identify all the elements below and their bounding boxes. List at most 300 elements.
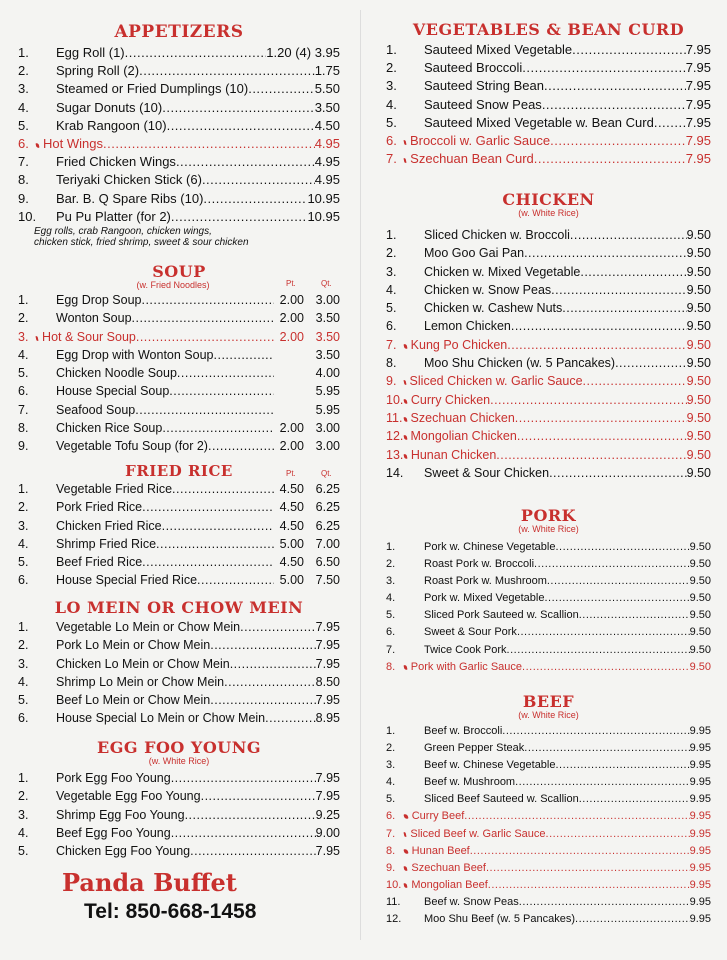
item-number: 9. [386,374,397,389]
item-number: 1. [18,771,29,785]
leader-dots [515,409,687,427]
item-number: 6. [18,136,29,152]
item-price: 7.95 [315,620,340,634]
item-name: Sweet & Sour Chicken [424,465,550,480]
item-price: 7.95 [685,151,711,167]
item-number: 10. [386,878,402,891]
item-price: 9.50 [686,410,711,425]
menu-item-row [386,877,711,894]
item-number: 3. [18,81,29,97]
item-name: Chicken w. Snow Peas [424,282,552,297]
item-price: 7.95 [685,78,711,94]
item-price: 9.95 [689,895,711,908]
leader-dots [511,317,687,335]
menu-item-row [18,291,340,309]
item-price: 9.95 [689,793,711,806]
pork-subtitle: (w. White Rice) [518,524,579,534]
quart-price: 3.00 [315,293,340,307]
item-price: 9.50 [686,319,711,334]
item-number: 4. [18,674,29,689]
menu-item-row [386,826,711,843]
item-number: 9. [18,190,29,206]
leader-dots [515,774,689,791]
item-price: 9.50 [686,301,711,316]
item-number: 4. [18,347,29,362]
leader-dots [486,860,690,877]
appetizers-section [18,22,340,248]
menu-item-row [18,328,340,346]
item-name: Hunan Chicken [410,447,497,462]
item-number: 8. [386,844,396,857]
item-name: Shrimp Egg Foo Young [56,807,185,822]
item-price: 9.50 [686,429,711,444]
leader-dots [547,573,690,590]
item-price: 9.95 [689,844,711,857]
fried-rice-title: FRIED RICE [125,462,233,480]
item-price: 1.20 (4) 3.95 [266,45,340,60]
menu-item-row [18,80,340,98]
item-price: 9.50 [689,643,711,656]
item-name: Green Pepper Steak [424,742,525,755]
item-number: 11. [386,410,403,425]
item-number: 8. [386,660,396,673]
item-number: 1. [386,725,396,737]
item-name: Beef w. Snow Peas [424,895,519,908]
item-price: 8.95 [315,711,340,726]
egg-foo-young-title: EGG FOO YOUNG [97,738,261,757]
chicken-title: CHICKEN [502,190,595,209]
quart-price: 3.50 [315,311,340,326]
leader-dots [176,153,315,171]
menu-item-row [386,774,711,791]
menu-item-row [386,427,711,445]
item-number: 1. [18,293,29,307]
menu-item-row [386,539,711,556]
item-number: 2. [386,60,397,76]
menu-item-row [386,372,711,390]
quart-price: 7.00 [315,536,340,551]
soup-section [18,262,340,456]
item-price: 7.95 [685,133,711,149]
item-name: Chicken Lo Mein or Chow Mein [56,656,230,671]
item-name: Sliced Beef w. Garlic Sauce [410,827,546,840]
leader-dots [142,498,274,516]
pu-pu-note-line-1: Egg rolls, crab Rangoon, chicken wings, [34,226,212,238]
item-name: Pork w. Mixed Vegetable [424,592,545,605]
menu-item-row [18,480,340,498]
menu-item-row [386,281,711,299]
leader-dots [156,535,274,553]
menu-item-row [18,153,340,171]
item-number: 10. [386,392,404,407]
item-number: 6. [386,626,396,639]
item-number: 10. [18,208,37,224]
item-name: Sweet & Sour Pork [424,626,517,639]
leader-dots [555,539,689,556]
item-price: 9.95 [689,810,711,823]
leader-dots [575,911,690,928]
item-price: 7.95 [315,638,340,653]
item-name: Egg Drop Soup [56,293,142,307]
menu-item-row [386,860,711,877]
item-price: 9.95 [689,742,711,755]
item-number: 2. [18,311,29,326]
item-price: 9.50 [689,626,711,639]
leader-dots [171,208,308,226]
egg-foo-young-section [18,738,340,860]
item-number: 5. [18,117,29,133]
item-number: 12. [386,429,404,444]
menu-item-row [386,244,711,262]
leader-dots [522,659,690,676]
item-number: 8. [386,356,397,371]
lo-mein-list [18,618,340,728]
item-price: 9.50 [686,465,711,480]
leader-dots [534,150,686,168]
menu-item-row [386,556,711,573]
item-number: 6. [386,133,397,149]
menu-item-row [18,636,340,654]
item-number: 4. [386,96,397,112]
item-name: Moo Shu Beef (w. 5 Pancakes) [424,913,576,926]
leader-dots [615,354,687,372]
fried-rice-section [18,462,340,590]
leader-dots [248,80,314,98]
item-name: Krab Rangoon (10) [56,117,167,133]
item-name: Sugar Donuts (10) [56,99,163,115]
menu-item-row [386,659,711,676]
leader-dots [546,826,690,843]
menu-item-row [386,41,711,59]
leader-dots [208,437,274,455]
leader-dots [202,171,315,189]
item-name: Pork Fried Rice [56,500,143,515]
item-name: Chicken Egg Foo Young [56,844,191,859]
menu-item-row [386,354,711,372]
menu-item-row [18,437,340,455]
item-number: 7. [386,643,396,656]
item-name: Chicken Fried Rice [56,518,162,533]
item-name: Chicken Noodle Soup [56,366,177,381]
item-price: 7.95 [685,96,711,112]
item-price: 1.75 [314,63,340,79]
item-number: 3. [386,78,397,94]
item-price: 9.95 [689,827,711,840]
menu-item-row [386,723,711,740]
item-name: Beef w. Mushroom [424,776,516,789]
chicken-section [386,190,711,482]
item-name: Pork Lo Mein or Chow Mein [56,638,211,653]
item-name: Teriyaki Chicken Stick (6) [56,172,202,188]
item-price: 5.50 [314,81,340,97]
leader-dots [579,791,690,808]
leader-dots [490,391,687,409]
pint-price: 4.50 [279,518,304,533]
item-number: 3. [386,759,396,772]
item-number: 8. [18,421,29,436]
menu-item-row [386,336,711,354]
item-name: Shrimp Lo Mein or Chow Mein [56,674,225,689]
item-name: House Special Soup [56,384,170,399]
item-name: Lemon Chicken [424,319,511,334]
item-number: 7. [18,154,29,170]
item-price: 9.50 [686,282,711,297]
fried-rice-pt-header: Pt. [286,469,296,478]
appetizers-title: APPETIZERS [114,22,244,42]
pint-price: 4.50 [279,555,304,570]
soup-subtitle: (w. Fried Noodles) [136,280,210,290]
item-name: Moo Goo Gai Pan [424,246,525,261]
item-number: 6. [18,384,29,399]
menu-item-row [18,842,340,860]
chicken-subtitle: (w. White Rice) [518,208,579,218]
beef-list [386,723,711,928]
item-name: Beef w. Chinese Vegetable [424,759,556,772]
item-number: 3. [386,264,397,279]
item-number: 2. [386,246,397,261]
menu-item-row [386,464,711,482]
quart-price: 7.50 [315,573,340,588]
beef-subtitle: (w. White Rice) [518,710,579,720]
item-name: Mongolian Beef [411,878,488,891]
pint-price: 4.50 [279,500,304,515]
menu-item-row [18,44,340,62]
item-price: 7.95 [315,656,340,671]
lo-mein-title: LO MEIN OR CHOW MEIN [54,598,304,617]
item-name: Pork with Garlic Sauce [410,660,523,673]
item-name: Curry Beef [411,810,465,823]
item-number: 5. [18,366,29,381]
leader-dots [132,309,274,327]
leader-dots [240,618,316,636]
menu-item-row [386,808,711,825]
leader-dots [141,291,274,309]
item-name: Hot & Sour Soup [42,329,136,344]
leader-dots [519,894,690,911]
item-number: 1. [386,541,396,553]
item-name: Sliced Chicken w. Broccoli [424,228,570,242]
menu-item-row [386,263,711,281]
item-number: 8. [18,172,29,188]
item-name: Fried Chicken Wings [56,154,176,170]
item-name: Shrimp Fried Rice [56,536,157,551]
quart-price: 3.00 [315,421,340,436]
menu-item-row [18,135,340,153]
menu-item-row [18,655,340,673]
item-price: 9.50 [689,592,711,605]
item-number: 6. [18,711,29,726]
item-name: Chicken w. Mixed Vegetable [424,264,581,279]
leader-dots [542,96,686,114]
leader-dots [139,62,315,80]
egg-foo-young-list [18,769,340,860]
item-name: Sauteed Mixed Vegetable [424,42,573,57]
quart-price: 3.50 [315,329,340,344]
item-name: Sauteed Broccoli [424,60,523,76]
leader-dots [203,190,307,208]
quart-price: 6.25 [315,518,340,533]
pint-price: 2.00 [279,329,304,344]
item-name: Sauteed Snow Peas [424,96,542,112]
egg-foo-young-subtitle: (w. White Rice) [148,756,210,766]
beef-title: BEEF [522,692,575,711]
vegetables-section [386,20,711,168]
leader-dots [502,723,689,740]
item-name: Wonton Soup [56,311,132,326]
menu-item-row [386,132,711,150]
menu-item-row [386,607,711,624]
item-number: 1. [386,42,397,57]
quart-price: 3.00 [315,439,340,454]
leader-dots [544,77,686,95]
item-name: Hot Wings [43,136,103,152]
menu-item-row [386,624,711,641]
item-price: 3.50 [314,99,340,115]
item-price: 9.95 [689,776,711,789]
menu-item-row [386,409,711,427]
item-number: 2. [18,789,29,804]
quart-price: 6.25 [315,500,340,515]
menu-item-row [386,391,711,409]
item-number: 3. [18,329,29,344]
leader-dots [265,709,316,727]
menu-item-row [18,62,340,80]
menu-item-row [386,843,711,860]
item-price: 9.50 [689,609,711,622]
menu-item-row [18,618,340,636]
item-price: 7.95 [315,844,340,859]
menu-item-row [18,553,340,571]
leader-dots [214,346,274,364]
item-price: 7.95 [685,42,711,57]
menu-item-row [386,226,711,244]
leader-dots [570,226,687,244]
item-name: Vegetable Egg Foo Young [56,789,201,804]
vegetables-title: VEGETABLES & BEAN CURD [412,20,685,39]
pint-price: 2.00 [279,311,304,326]
menu-item-row [386,77,711,95]
item-name: Steamed or Fried Dumplings (10) [56,81,249,97]
menu-item-row [18,401,340,419]
item-price: 9.50 [686,337,711,352]
menu-item-row [386,573,711,590]
item-number: 1. [386,228,397,242]
item-number: 2. [386,558,396,571]
item-name: Sliced Chicken w. Garlic Sauce [409,374,583,389]
item-number: 6. [386,319,397,334]
leader-dots [224,673,316,691]
leader-dots [142,553,274,571]
menu-item-row [386,317,711,335]
item-number: 7. [386,337,397,352]
menu-item-row [18,117,340,135]
menu-item-row [18,382,340,400]
leader-dots [135,401,274,419]
leader-dots [524,740,689,757]
pint-price: 5.00 [279,573,304,588]
soup-qt-header: Qt. [321,279,332,288]
appetizers-list [18,44,340,226]
item-number: 9. [386,861,396,874]
item-number: 4. [18,536,29,551]
menu-item-row [386,911,711,928]
leader-dots [464,808,689,825]
menu-item-row [18,709,340,727]
leader-dots [507,642,690,659]
item-name: House Special Lo Mein or Chow Mein [56,711,266,726]
leader-dots [550,132,686,150]
item-price: 7.95 [315,693,340,708]
soup-title: SOUP [152,262,206,281]
item-price: 9.95 [689,759,711,772]
phone-number: Tel: 850-668-1458 [84,900,257,923]
leader-dots [562,299,686,317]
pork-list [386,539,711,676]
item-number: 9. [18,439,29,454]
item-name: Moo Shu Chicken (w. 5 Pancakes) [424,356,616,371]
leader-dots [572,41,686,59]
item-number: 5. [18,555,29,570]
item-price: 7.95 [315,771,340,785]
item-name: Chicken Rice Soup [56,421,163,436]
item-price: 8.50 [315,674,340,689]
item-name: House Special Fried Rice [56,573,198,588]
item-number: 5. [386,793,396,806]
item-price: 9.50 [686,246,711,261]
item-price: 4.95 [314,172,340,188]
menu-item-row [18,673,340,691]
leader-dots [551,281,687,299]
leader-dots [579,607,690,624]
item-number: 1. [18,45,29,60]
item-name: Sauteed String Bean [424,78,544,94]
leader-dots [177,364,274,382]
item-name: Beef Lo Mein or Chow Mein [56,693,211,708]
item-name: Mongolian Chicken [410,429,517,444]
fried-rice-list [18,480,340,590]
item-price: 9.95 [689,913,711,926]
item-name: Twice Cook Pork [424,643,507,656]
fried-rice-qt-header: Qt. [321,469,332,478]
beef-section [386,692,711,928]
item-number: 4. [18,825,29,840]
item-name: Sliced Pork Sauteed w. Scallion [424,609,579,622]
item-price: 9.50 [686,447,711,462]
menu-item-row [18,498,340,516]
leader-dots [162,99,314,117]
pint-price: 2.00 [279,293,304,307]
leader-dots [169,382,274,400]
menu-item-row [18,787,340,805]
item-name: Egg Roll (1) [56,45,125,60]
item-number: 12. [386,913,402,926]
menu-item-row [18,346,340,364]
menu-item-row [18,171,340,189]
menu-item-row [386,894,711,911]
leader-dots [580,263,686,281]
item-price: 9.50 [686,374,711,389]
leader-dots [534,556,690,573]
item-name: Pu Pu Platter (for 2) [56,208,171,224]
item-number: 5. [386,114,397,130]
vegetables-list [386,41,711,168]
quart-price: 4.00 [315,366,340,381]
menu-item-row [18,571,340,589]
quart-price: 5.95 [315,384,340,399]
item-price: 4.95 [314,136,340,152]
item-name: Szechuan Beef [411,861,486,874]
item-name: Curry Chicken [410,392,491,407]
